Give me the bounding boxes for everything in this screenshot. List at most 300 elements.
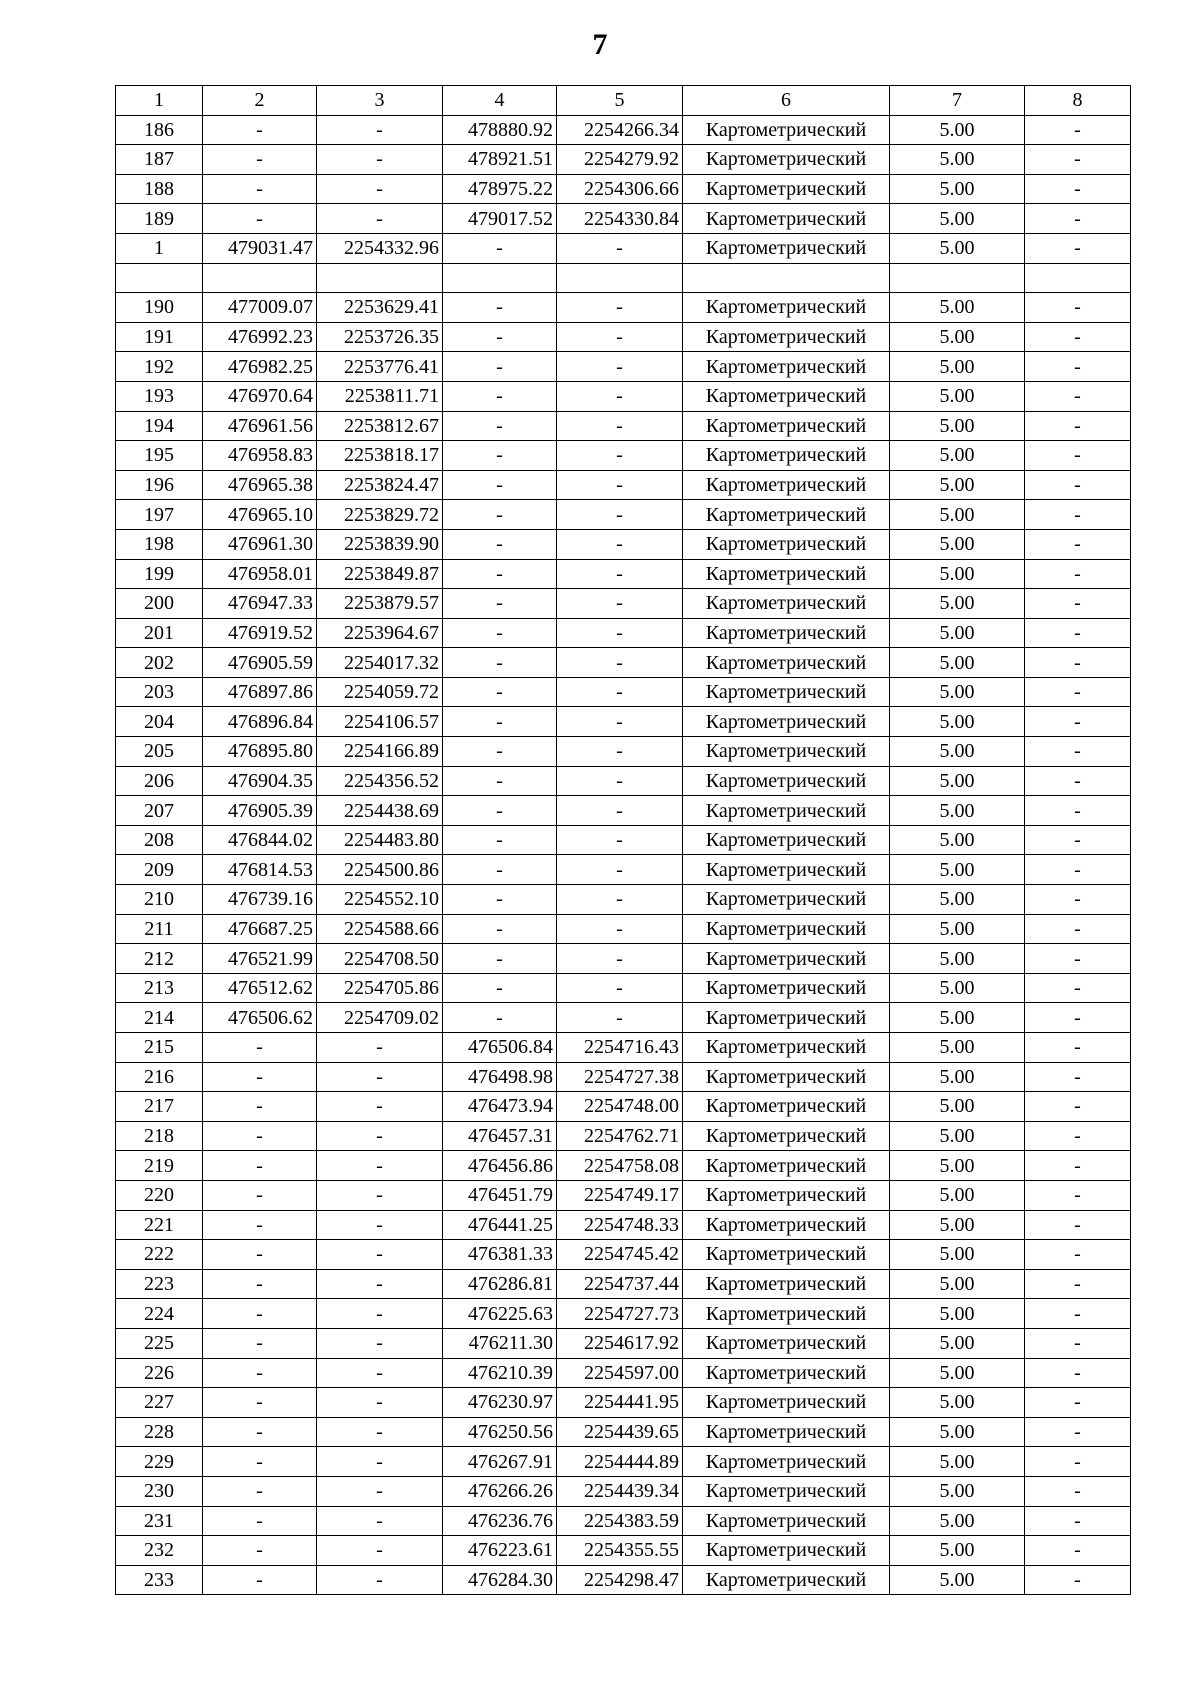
y-existing-cell: - <box>317 1328 443 1358</box>
accuracy-cell: 5.00 <box>890 1210 1025 1240</box>
accuracy-cell: 5.00 <box>890 707 1025 737</box>
y-existing-cell <box>317 263 443 293</box>
point-number-cell: 209 <box>116 855 203 885</box>
note-cell: - <box>1025 559 1131 589</box>
point-number-cell: 232 <box>116 1536 203 1566</box>
point-number-cell: 221 <box>116 1210 203 1240</box>
note-cell: - <box>1025 1240 1131 1270</box>
table-row <box>116 1210 1131 1240</box>
note-cell: - <box>1025 825 1131 855</box>
note-cell: - <box>1025 737 1131 767</box>
point-number-cell: 222 <box>116 1240 203 1270</box>
table-row <box>116 411 1131 441</box>
accuracy-cell: 5.00 <box>890 1180 1025 1210</box>
table-row <box>116 293 1131 323</box>
y-new-cell: - <box>557 677 683 707</box>
accuracy-cell: 5.00 <box>890 1033 1025 1063</box>
table-row <box>116 1447 1131 1477</box>
y-new-cell: - <box>557 500 683 530</box>
note-cell: - <box>1025 381 1131 411</box>
point-number-cell: 226 <box>116 1358 203 1388</box>
x-new-cell: 478921.51 <box>443 145 557 175</box>
x-new-cell: - <box>443 707 557 737</box>
note-cell: - <box>1025 1536 1131 1566</box>
x-new-cell: 476451.79 <box>443 1180 557 1210</box>
table-row <box>116 1121 1131 1151</box>
method-cell: Картометрический <box>683 1358 890 1388</box>
x-new-cell: 476506.84 <box>443 1033 557 1063</box>
y-new-cell: - <box>557 707 683 737</box>
y-existing-cell: 2254588.66 <box>317 914 443 944</box>
point-number-cell: 198 <box>116 529 203 559</box>
note-cell: - <box>1025 1180 1131 1210</box>
table-row <box>116 381 1131 411</box>
x-new-cell: - <box>443 855 557 885</box>
point-number-cell: 212 <box>116 944 203 974</box>
method-cell: Картометрический <box>683 1476 890 1506</box>
y-existing-cell: 2254106.57 <box>317 707 443 737</box>
table-row <box>116 766 1131 796</box>
y-new-cell: 2254762.71 <box>557 1121 683 1151</box>
point-number-cell: 202 <box>116 648 203 678</box>
x-new-cell: - <box>443 825 557 855</box>
method-cell: Картометрический <box>683 944 890 974</box>
y-existing-cell: - <box>317 1476 443 1506</box>
table-row <box>116 174 1131 204</box>
note-cell: - <box>1025 1269 1131 1299</box>
y-existing-cell: 2254483.80 <box>317 825 443 855</box>
table-row <box>116 1476 1131 1506</box>
x-existing-cell: - <box>203 1269 317 1299</box>
accuracy-cell: 5.00 <box>890 1092 1025 1122</box>
x-new-cell: - <box>443 381 557 411</box>
point-number-cell: 210 <box>116 885 203 915</box>
point-number-cell: 231 <box>116 1506 203 1536</box>
y-existing-cell: - <box>317 1062 443 1092</box>
point-number-cell: 186 <box>116 115 203 145</box>
point-number-cell: 215 <box>116 1033 203 1063</box>
y-new-cell: - <box>557 1003 683 1033</box>
accuracy-cell: 5.00 <box>890 1417 1025 1447</box>
accuracy-cell: 5.00 <box>890 470 1025 500</box>
accuracy-cell: 5.00 <box>890 559 1025 589</box>
y-new-cell: 2254745.42 <box>557 1240 683 1270</box>
method-cell: Картометрический <box>683 411 890 441</box>
y-existing-cell: - <box>317 1506 443 1536</box>
x-new-cell: 478880.92 <box>443 115 557 145</box>
x-new-cell: 476441.25 <box>443 1210 557 1240</box>
table-row <box>116 1536 1131 1566</box>
method-cell: Картометрический <box>683 204 890 234</box>
accuracy-cell: 5.00 <box>890 1536 1025 1566</box>
note-cell: - <box>1025 855 1131 885</box>
method-cell: Картометрический <box>683 293 890 323</box>
x-existing-cell: - <box>203 1121 317 1151</box>
note-cell: - <box>1025 648 1131 678</box>
method-cell: Картометрический <box>683 1506 890 1536</box>
accuracy-cell: 5.00 <box>890 618 1025 648</box>
method-cell: Картометрический <box>683 589 890 619</box>
method-cell: Картометрический <box>683 1180 890 1210</box>
point-number-cell: 225 <box>116 1328 203 1358</box>
x-new-cell: - <box>443 737 557 767</box>
note-cell: - <box>1025 1358 1131 1388</box>
x-new-cell: 476381.33 <box>443 1240 557 1270</box>
x-new-cell: - <box>443 500 557 530</box>
accuracy-cell: 5.00 <box>890 352 1025 382</box>
x-existing-cell: 476961.30 <box>203 529 317 559</box>
y-new-cell: 2254716.43 <box>557 1033 683 1063</box>
accuracy-cell: 5.00 <box>890 914 1025 944</box>
method-cell: Картометрический <box>683 618 890 648</box>
table-row <box>116 1565 1131 1595</box>
y-new-cell: - <box>557 885 683 915</box>
accuracy-cell: 5.00 <box>890 825 1025 855</box>
table-row <box>116 529 1131 559</box>
x-existing-cell: 476958.01 <box>203 559 317 589</box>
y-new-cell: 2254383.59 <box>557 1506 683 1536</box>
point-number-cell: 217 <box>116 1092 203 1122</box>
y-existing-cell: 2254356.52 <box>317 766 443 796</box>
method-cell: Картометрический <box>683 322 890 352</box>
y-new-cell: 2254439.65 <box>557 1417 683 1447</box>
point-number-cell: 208 <box>116 825 203 855</box>
table-row <box>116 1506 1131 1536</box>
y-existing-cell: 2254705.86 <box>317 973 443 1003</box>
point-number-cell: 229 <box>116 1447 203 1477</box>
method-cell: Картометрический <box>683 145 890 175</box>
y-new-cell <box>557 263 683 293</box>
method-cell: Картометрический <box>683 737 890 767</box>
y-existing-cell: 2254017.32 <box>317 648 443 678</box>
note-cell: - <box>1025 766 1131 796</box>
x-new-cell: - <box>443 293 557 323</box>
y-new-cell: - <box>557 352 683 382</box>
table-header-row <box>116 86 1131 116</box>
point-number-cell: 196 <box>116 470 203 500</box>
method-cell: Картометрический <box>683 855 890 885</box>
y-new-cell: 2254355.55 <box>557 1536 683 1566</box>
note-cell: - <box>1025 204 1131 234</box>
method-cell: Картометрический <box>683 441 890 471</box>
table-row <box>116 825 1131 855</box>
y-new-cell: - <box>557 825 683 855</box>
note-cell: - <box>1025 1565 1131 1595</box>
y-new-cell: 2254758.08 <box>557 1151 683 1181</box>
accuracy-cell: 5.00 <box>890 1299 1025 1329</box>
x-new-cell: - <box>443 944 557 974</box>
table-row <box>116 618 1131 648</box>
method-cell: Картометрический <box>683 1092 890 1122</box>
y-new-cell: - <box>557 618 683 648</box>
table-row <box>116 914 1131 944</box>
y-new-cell: 2254441.95 <box>557 1388 683 1418</box>
y-existing-cell: 2253879.57 <box>317 589 443 619</box>
point-number-cell: 195 <box>116 441 203 471</box>
x-existing-cell: - <box>203 1210 317 1240</box>
x-existing-cell: 476896.84 <box>203 707 317 737</box>
table-row <box>116 500 1131 530</box>
x-existing-cell: - <box>203 1417 317 1447</box>
table-row <box>116 322 1131 352</box>
point-number-cell: 224 <box>116 1299 203 1329</box>
note-cell: - <box>1025 589 1131 619</box>
x-existing-cell: 479031.47 <box>203 233 317 263</box>
y-new-cell: - <box>557 855 683 885</box>
accuracy-cell: 5.00 <box>890 677 1025 707</box>
note-cell: - <box>1025 1328 1131 1358</box>
point-number-cell: 192 <box>116 352 203 382</box>
accuracy-cell <box>890 263 1025 293</box>
y-existing-cell: - <box>317 1565 443 1595</box>
x-new-cell: 476267.91 <box>443 1447 557 1477</box>
accuracy-cell: 5.00 <box>890 115 1025 145</box>
x-new-cell: - <box>443 618 557 648</box>
table-row <box>116 470 1131 500</box>
accuracy-cell: 5.00 <box>890 1328 1025 1358</box>
y-existing-cell: 2253839.90 <box>317 529 443 559</box>
y-existing-cell: - <box>317 1358 443 1388</box>
note-cell: - <box>1025 1388 1131 1418</box>
accuracy-cell: 5.00 <box>890 322 1025 352</box>
x-existing-cell: 476905.39 <box>203 796 317 826</box>
x-new-cell: - <box>443 352 557 382</box>
note-cell: - <box>1025 174 1131 204</box>
table-row <box>116 559 1131 589</box>
y-new-cell: - <box>557 944 683 974</box>
note-cell: - <box>1025 707 1131 737</box>
x-new-cell: - <box>443 411 557 441</box>
point-number-cell: 193 <box>116 381 203 411</box>
y-existing-cell: 2253824.47 <box>317 470 443 500</box>
accuracy-cell: 5.00 <box>890 1269 1025 1299</box>
method-cell: Картометрический <box>683 559 890 589</box>
accuracy-cell: 5.00 <box>890 1240 1025 1270</box>
x-new-cell: 478975.22 <box>443 174 557 204</box>
x-existing-cell: 476687.25 <box>203 914 317 944</box>
y-new-cell: 2254727.73 <box>557 1299 683 1329</box>
table-row <box>116 648 1131 678</box>
note-cell: - <box>1025 1476 1131 1506</box>
note-cell: - <box>1025 1417 1131 1447</box>
x-existing-cell: - <box>203 1328 317 1358</box>
accuracy-cell: 5.00 <box>890 1506 1025 1536</box>
y-existing-cell: - <box>317 1447 443 1477</box>
note-cell: - <box>1025 470 1131 500</box>
x-existing-cell: - <box>203 1062 317 1092</box>
table-row <box>116 973 1131 1003</box>
table-row <box>116 1151 1131 1181</box>
point-number-cell: 233 <box>116 1565 203 1595</box>
point-number-cell: 190 <box>116 293 203 323</box>
x-existing-cell: 476919.52 <box>203 618 317 648</box>
x-new-cell: 476236.76 <box>443 1506 557 1536</box>
point-number-cell: 188 <box>116 174 203 204</box>
table-row <box>116 1358 1131 1388</box>
table-row <box>116 1092 1131 1122</box>
y-new-cell: - <box>557 737 683 767</box>
y-new-cell: 2254330.84 <box>557 204 683 234</box>
accuracy-cell: 5.00 <box>890 174 1025 204</box>
accuracy-cell: 5.00 <box>890 293 1025 323</box>
x-existing-cell: 476895.80 <box>203 737 317 767</box>
x-existing-cell: 476965.38 <box>203 470 317 500</box>
y-existing-cell: 2254059.72 <box>317 677 443 707</box>
x-existing-cell: - <box>203 1092 317 1122</box>
y-new-cell: 2254749.17 <box>557 1180 683 1210</box>
x-existing-cell: - <box>203 1447 317 1477</box>
y-new-cell: - <box>557 973 683 1003</box>
table-row <box>116 1240 1131 1270</box>
point-number-cell: 203 <box>116 677 203 707</box>
accuracy-cell: 5.00 <box>890 529 1025 559</box>
point-number-cell: 227 <box>116 1388 203 1418</box>
y-existing-cell: 2253811.71 <box>317 381 443 411</box>
x-existing-cell <box>203 263 317 293</box>
x-new-cell: 476223.61 <box>443 1536 557 1566</box>
x-new-cell: - <box>443 677 557 707</box>
point-number-cell: 200 <box>116 589 203 619</box>
table-row <box>116 1388 1131 1418</box>
point-number-cell: 220 <box>116 1180 203 1210</box>
accuracy-cell: 5.00 <box>890 1062 1025 1092</box>
accuracy-cell: 5.00 <box>890 204 1025 234</box>
y-existing-cell: 2254552.10 <box>317 885 443 915</box>
point-number-cell: 230 <box>116 1476 203 1506</box>
x-existing-cell: 477009.07 <box>203 293 317 323</box>
y-existing-cell: - <box>317 1240 443 1270</box>
method-cell: Картометрический <box>683 1536 890 1566</box>
accuracy-cell: 5.00 <box>890 500 1025 530</box>
x-new-cell: 479017.52 <box>443 204 557 234</box>
header-cell: 5 <box>557 86 683 116</box>
method-cell: Картометрический <box>683 825 890 855</box>
table-row <box>116 441 1131 471</box>
y-new-cell: - <box>557 529 683 559</box>
x-new-cell: 476286.81 <box>443 1269 557 1299</box>
point-number-cell: 213 <box>116 973 203 1003</box>
point-number-cell: 199 <box>116 559 203 589</box>
point-number-cell: 191 <box>116 322 203 352</box>
x-new-cell: 476284.30 <box>443 1565 557 1595</box>
table-row <box>116 1299 1131 1329</box>
note-cell: - <box>1025 885 1131 915</box>
y-existing-cell: - <box>317 1269 443 1299</box>
method-cell: Картометрический <box>683 707 890 737</box>
x-new-cell: 476457.31 <box>443 1121 557 1151</box>
y-existing-cell: 2253849.87 <box>317 559 443 589</box>
x-existing-cell: 476905.59 <box>203 648 317 678</box>
header-cell: 4 <box>443 86 557 116</box>
point-number-cell: 189 <box>116 204 203 234</box>
x-existing-cell: 476947.33 <box>203 589 317 619</box>
y-existing-cell: - <box>317 115 443 145</box>
accuracy-cell: 5.00 <box>890 766 1025 796</box>
x-new-cell: - <box>443 529 557 559</box>
y-new-cell: 2254306.66 <box>557 174 683 204</box>
x-existing-cell: - <box>203 1151 317 1181</box>
note-cell: - <box>1025 115 1131 145</box>
note-cell: - <box>1025 1092 1131 1122</box>
y-new-cell: 2254617.92 <box>557 1328 683 1358</box>
x-new-cell: 476456.86 <box>443 1151 557 1181</box>
x-existing-cell: 476961.56 <box>203 411 317 441</box>
y-new-cell: 2254298.47 <box>557 1565 683 1595</box>
accuracy-cell: 5.00 <box>890 1121 1025 1151</box>
table-row <box>116 707 1131 737</box>
table-row <box>116 589 1131 619</box>
method-cell: Картометрический <box>683 500 890 530</box>
method-cell: Картометрический <box>683 1240 890 1270</box>
y-existing-cell: - <box>317 1536 443 1566</box>
y-existing-cell: 2253812.67 <box>317 411 443 441</box>
note-cell: - <box>1025 618 1131 648</box>
y-existing-cell: 2253964.67 <box>317 618 443 648</box>
y-existing-cell: - <box>317 1210 443 1240</box>
y-existing-cell: - <box>317 1180 443 1210</box>
y-new-cell: - <box>557 589 683 619</box>
y-existing-cell: 2254500.86 <box>317 855 443 885</box>
x-existing-cell: - <box>203 1536 317 1566</box>
method-cell: Картометрический <box>683 796 890 826</box>
method-cell: Картометрический <box>683 1121 890 1151</box>
note-cell: - <box>1025 233 1131 263</box>
accuracy-cell: 5.00 <box>890 944 1025 974</box>
table-row <box>116 677 1131 707</box>
accuracy-cell: 5.00 <box>890 1476 1025 1506</box>
point-number-cell: 204 <box>116 707 203 737</box>
x-existing-cell: - <box>203 1358 317 1388</box>
accuracy-cell: 5.00 <box>890 855 1025 885</box>
x-new-cell: 476473.94 <box>443 1092 557 1122</box>
method-cell: Картометрический <box>683 973 890 1003</box>
x-new-cell: 476211.30 <box>443 1328 557 1358</box>
y-new-cell: - <box>557 766 683 796</box>
method-cell: Картометрический <box>683 1447 890 1477</box>
header-cell: 7 <box>890 86 1025 116</box>
point-number-cell: 187 <box>116 145 203 175</box>
y-existing-cell: - <box>317 204 443 234</box>
x-new-cell: - <box>443 973 557 1003</box>
note-cell: - <box>1025 293 1131 323</box>
x-new-cell: - <box>443 322 557 352</box>
method-cell: Картометрический <box>683 1299 890 1329</box>
method-cell: Картометрический <box>683 1003 890 1033</box>
note-cell: - <box>1025 1299 1131 1329</box>
method-cell: Картометрический <box>683 1417 890 1447</box>
table-row <box>116 115 1131 145</box>
x-existing-cell: - <box>203 1240 317 1270</box>
point-number-cell: 211 <box>116 914 203 944</box>
x-new-cell: 476210.39 <box>443 1358 557 1388</box>
y-new-cell: 2254737.44 <box>557 1269 683 1299</box>
x-new-cell: - <box>443 796 557 826</box>
method-cell: Картометрический <box>683 677 890 707</box>
y-new-cell: - <box>557 411 683 441</box>
y-new-cell: 2254444.89 <box>557 1447 683 1477</box>
y-existing-cell: - <box>317 1121 443 1151</box>
x-new-cell: - <box>443 885 557 915</box>
table-row <box>116 204 1131 234</box>
table-row <box>116 1417 1131 1447</box>
accuracy-cell: 5.00 <box>890 648 1025 678</box>
y-new-cell: 2254439.34 <box>557 1476 683 1506</box>
x-new-cell: - <box>443 589 557 619</box>
x-existing-cell: 476897.86 <box>203 677 317 707</box>
y-new-cell: - <box>557 559 683 589</box>
method-cell: Картометрический <box>683 381 890 411</box>
table-row <box>116 1180 1131 1210</box>
